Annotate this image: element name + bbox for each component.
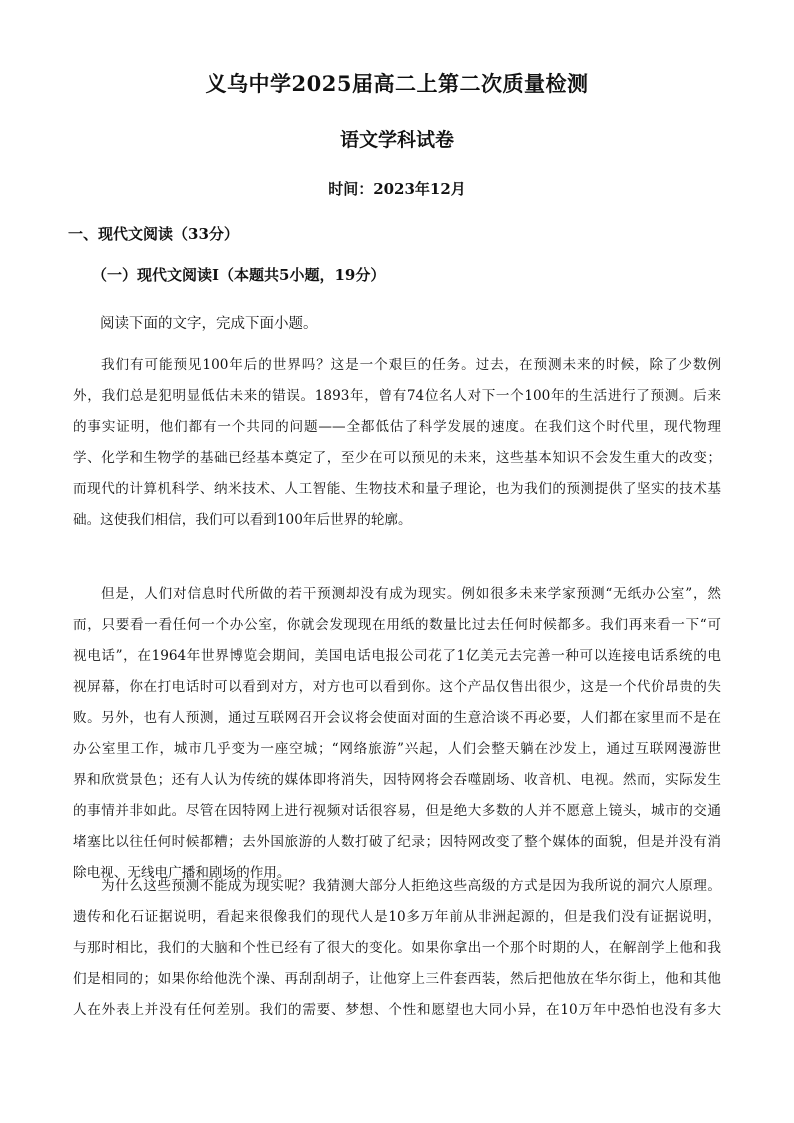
exam-title: 义乌中学2025届高二上第二次质量检测 [205,71,589,96]
reading-instruction: 阅读下面的文字，完成下面小题。 [100,316,318,332]
passage-line: 堵塞比以往任何时候都糟；去外国旅游的人数打破了纪录；因特网改变了整个媒体的面貌，但是并没有消 [73,834,721,850]
passage-line: 而现代的计算机科学、纳米技术、人工智能、生物技术和量子理论，也为我们的预测提供了坚实的技术基 [73,481,721,497]
passage-line: 的事实证明，他们都有一个共同的问题——全都低估了科学发展的速度。在我们这个时代里，现代物理 [73,419,721,435]
exam-subtitle: 语文学科试卷 [339,129,454,151]
passage-line: 础。这使我们相信，我们可以看到100年后世界的轮廓。 [73,512,412,528]
subsection-heading-reading-1: （一）现代文阅读Ⅰ（本题共5小题，19分） [92,266,386,284]
exam-date: 时间：2023年12月 [328,180,466,198]
passage-line: 与那时相比，我们的大脑和个性已经有了很大的变化。如果你拿出一个那个时期的人，在解剖学上他和我 [73,940,721,956]
passage-line: 我们有可能预见100年后的世界吗？这是一个艰巨的任务。过去，在预测未来的时候，除了少数例 [101,357,721,373]
passage-paragraph-1 [73,350,721,536]
passage-line: 人在外表上并没有任何差别。我们的需要、梦想、个性和愿望也大同小异，在10万年中恐怕也没有多大 [73,1002,721,1018]
passage-line: 遗传和化石证据说明，看起来很像我们的现代人是10多万年前从非洲起源的，但是我们没有证据说明， [73,909,721,925]
passage-line: 视电话”，在1964年世界博览会期间，美国电话电报公司花了1亿美元去完善一种可以连接电话系统的电 [73,648,721,664]
passage-line: 外，我们总是犯明显低估未来的错误。1893年，曾有74位名人对下一个100年的生活进行了预测。后来 [73,388,721,404]
section-heading-modern-reading: 一、现代文阅读（33分） [68,225,239,243]
passage-line: 们是相同的；如果你给他洗个澡、再刮刮胡子，让他穿上三件套西装，然后把他放在华尔街上，他和其他 [73,971,721,987]
passage-line: 的事情并非如此。尽管在因特网上进行视频对话很容易，但是绝大多数的人并不愿意上镜头，城市的交通 [73,803,721,819]
passage-line: 败。另外，也有人预测，通过互联网召开会议将会使面对面的生意洽谈不再必要，人们都在家里而不是在 [73,710,721,726]
passage-line: 视屏幕，你在打电话时可以看到对方，对方也可以看到你。这个产品仅售出很少，这是一个代价昂贵的失 [73,679,721,695]
passage-paragraph-3 [73,871,721,1026]
passage-line: 而，只要看一看任何一个办公室，你就会发现现在用纸的数量比过去任何时候都多。我们再来看一下“可 [73,617,721,633]
passage-line: 学、化学和生物学的基础已经基本奠定了，至少在可以预见的未来，这些基本知识不会发生重大的改变； [73,450,721,466]
passage-line: 但是，人们对信息时代所做的若干预测却没有成为现实。例如很多未来学家预测“无纸办公室”，然 [101,586,721,602]
passage-line: 办公室里工作，城市几乎变为一座空城；“网络旅游”兴起，人们会整天躺在沙发上，通过互联网漫游世 [73,741,721,757]
passage-line: 界和欣赏景色；还有人认为传统的媒体即将消失，因特网将会吞噬剧场、收音机、电视。然而，实际发生 [73,772,721,788]
passage-line: 除电视、无线电广播和剧场的作用。 [73,865,291,881]
passage-line: 为什么这些预测不能成为现实呢？我猜测大部分人拒绝这些高级的方式是因为我所说的洞穴人原理。 [101,878,721,894]
passage-paragraph-2 [73,579,721,889]
